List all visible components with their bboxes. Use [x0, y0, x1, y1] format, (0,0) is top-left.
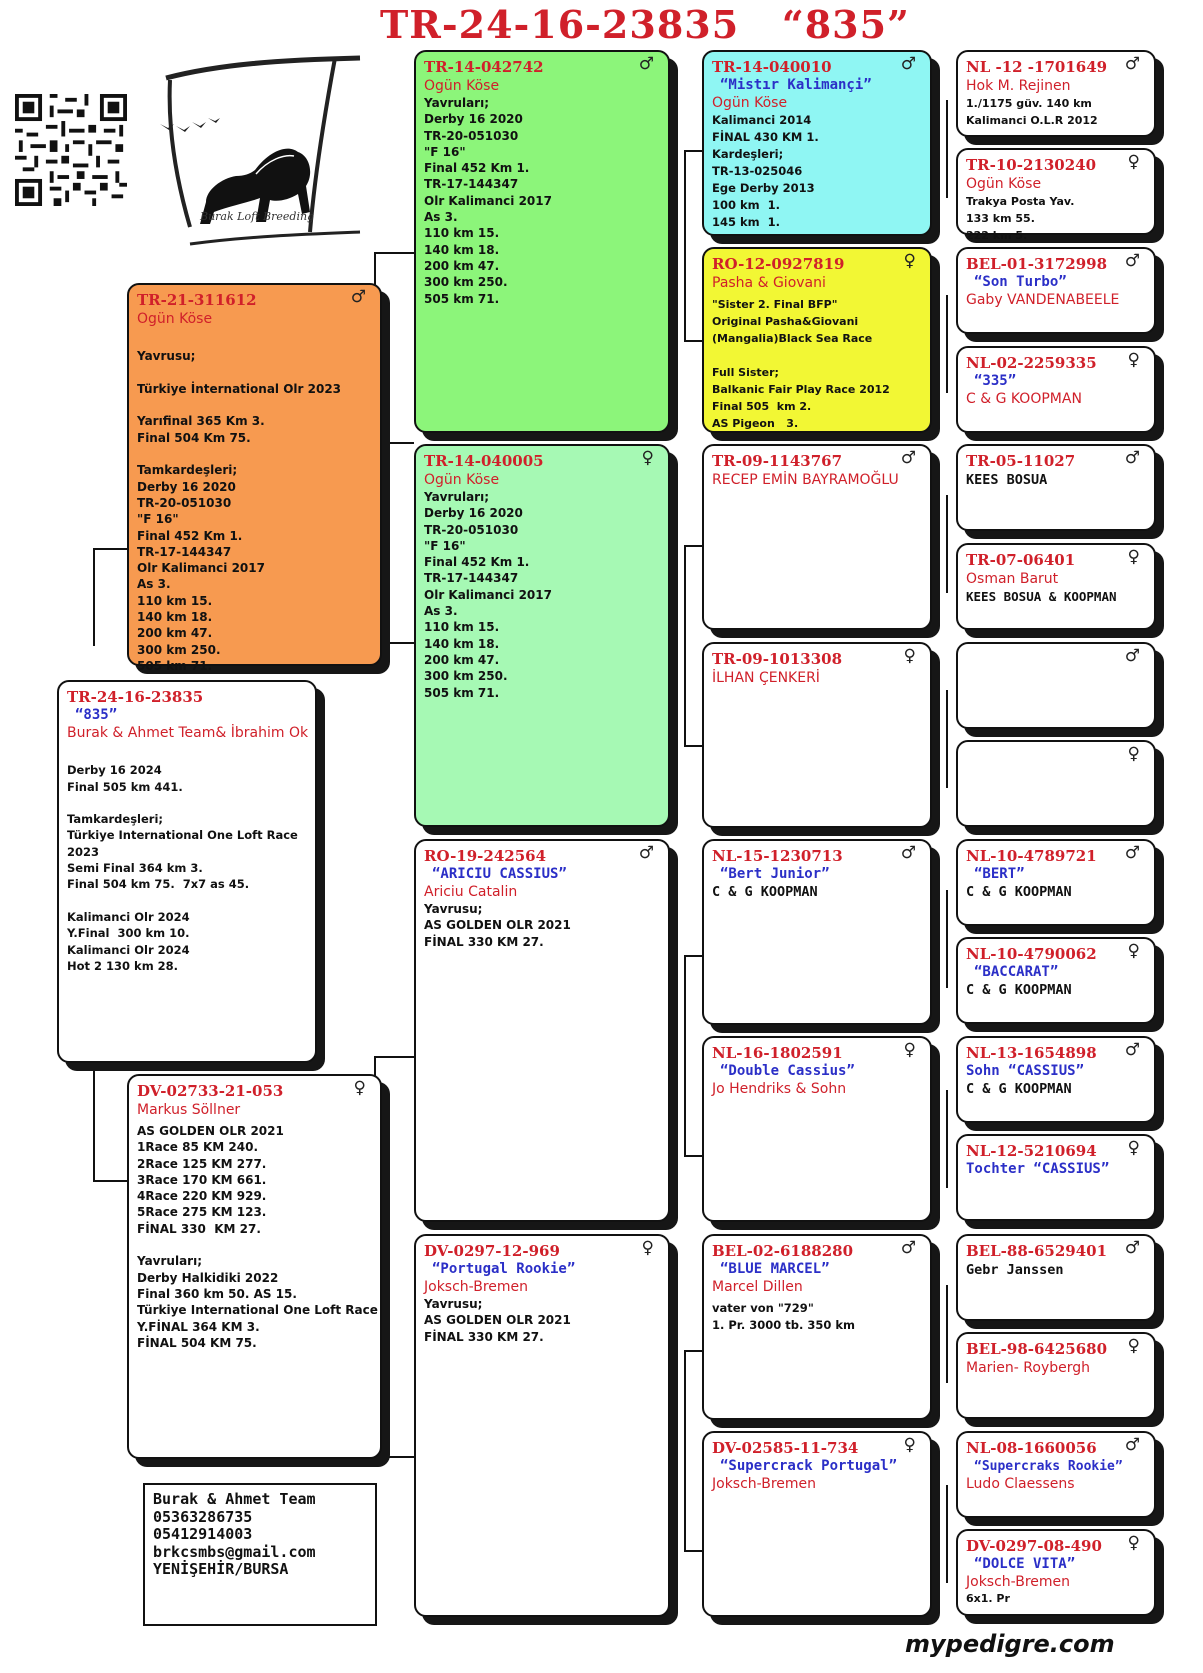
female-symbol-icon: ♀ — [353, 1078, 366, 1098]
connector-line — [946, 100, 948, 198]
owner-name: Ludo Claessens — [966, 1476, 1075, 1492]
female-symbol-icon: ♀ — [903, 646, 916, 666]
female-symbol-icon: ♀ — [903, 1435, 916, 1455]
ring-number: TR-10-2130240 — [966, 156, 1097, 174]
ring-number: NL-08-1660056 — [966, 1439, 1097, 1457]
male-symbol-icon: ♂ — [1124, 1040, 1140, 1060]
male-symbol-icon: ♂ — [900, 54, 916, 74]
pigeon-name: “BERT” — [974, 866, 1025, 882]
connector-line — [374, 1456, 414, 1458]
owner-name: RECEP EMİN BAYRAMOĞLU — [712, 472, 899, 488]
gen5-card-14[interactable] — [956, 1332, 1156, 1419]
connector-line — [946, 495, 948, 593]
qr-code[interactable] — [14, 94, 128, 206]
pigeon-name: “335” — [974, 373, 1017, 389]
ring-number: BEL-88-6529401 — [966, 1242, 1108, 1260]
subject-card[interactable] — [57, 680, 317, 1063]
gen5-card-13[interactable] — [956, 1234, 1156, 1321]
connector-line — [684, 1350, 702, 1352]
title-pigeon-name: “835” — [781, 2, 910, 47]
female-symbol-icon: ♀ — [1127, 1336, 1140, 1356]
gen5-card-9[interactable] — [956, 839, 1156, 926]
female-symbol-icon: ♀ — [641, 448, 654, 468]
owner-name: Jo Hendriks & Sohn — [712, 1081, 847, 1097]
performance-info: Yavruları; Derby 16 2020 TR-20-051030 "F 16" Final 452 Km 1. TR-17-144347 Olr Kalimanci 2017 As 3. 110 km 15. 140 km 18. 200 km 47. 300 km 250. 505 km 71. — [424, 96, 552, 306]
breeder-name: C & G KOOPMAN — [966, 982, 1072, 998]
male-symbol-icon: ♂ — [1124, 251, 1140, 271]
contact-box: Burak & Ahmet Team 05363286735 05412914003 brkcsmbs@gmail.com YENİŞEHİR/BURSA — [143, 1483, 377, 1626]
owner-name: Ogün Köse — [137, 311, 213, 327]
ring-number: NL-13-1654898 — [966, 1044, 1097, 1062]
ring-number: NL-16-1802591 — [712, 1044, 843, 1062]
connector-line — [684, 545, 686, 745]
performance-info: 1./1175 güv. 140 km Kalimanci O.L.R 2012 — [966, 97, 1098, 127]
gen5-card-15[interactable] — [956, 1431, 1156, 1518]
female-symbol-icon: ♀ — [1127, 350, 1140, 370]
ring-number: NL-15-1230713 — [712, 847, 843, 865]
connector-line — [374, 252, 414, 254]
gen5-card-6[interactable] — [956, 543, 1156, 630]
connector-line — [684, 150, 702, 152]
logo-text: Burak Loft Breeding — [200, 210, 315, 223]
male-symbol-icon: ♂ — [1124, 1435, 1140, 1455]
pedigree-title — [380, 2, 910, 47]
connector-line — [684, 955, 686, 1155]
owner-name: İLHAN ÇENKERİ — [712, 670, 820, 686]
gen4-card-4[interactable] — [702, 642, 932, 828]
pigeon-name: “ARICIU CASSIUS” — [432, 866, 567, 882]
breeder-name: C & G KOOPMAN — [966, 884, 1072, 900]
gen4-card-3[interactable] — [702, 444, 932, 630]
ring-number: NL-02-2259335 — [966, 354, 1097, 372]
gen5-card-8[interactable] — [956, 740, 1156, 827]
breeder-name: C & G KOOPMAN — [966, 1081, 1072, 1097]
performance-info: Yavrusu; AS GOLDEN OLR 2021 FİNAL 330 KM 27. — [424, 902, 571, 949]
male-symbol-icon: ♂ — [900, 843, 916, 863]
gen4-card-6[interactable] — [702, 1036, 932, 1222]
male-symbol-icon: ♂ — [1124, 646, 1140, 666]
ring-number: TR-09-1143767 — [712, 452, 843, 470]
performance-info: Yavrusu; Türkiye İnternational Olr 2023 Yarıfinal 365 Km 3. Final 504 Km 75. Tamkardeşleri; Derby 16 2020 TR-20-051030 "F 16" Final 452 Km 1. TR-17-144347 Olr Kalimanci 2017 As 3. 110 km 15. 140 km 18. 200 km 47. 300 km 250. 505 km 71. — [137, 349, 342, 673]
female-symbol-icon: ♀ — [903, 251, 916, 271]
performance-info: Kalimanci 2014 FİNAL 430 KM 1. Kardeşleri; TR-13-025046 Ege Derby 2013 100 km 1. 145 km 1. — [712, 113, 819, 229]
pigeon-name: Sohn “CASSIUS” — [966, 1063, 1085, 1079]
connector-line — [93, 548, 95, 646]
sire-card[interactable] — [127, 283, 382, 673]
connector-line — [684, 1155, 702, 1157]
ring-number: NL-12-5210694 — [966, 1142, 1097, 1160]
connector-line — [93, 1180, 127, 1182]
grandsire-maternal-card[interactable] — [414, 839, 670, 1222]
female-symbol-icon: ♀ — [903, 1040, 916, 1060]
owner-name: Joksch-Bremen — [712, 1476, 817, 1492]
ring-number: TR-07-06401 — [966, 551, 1076, 569]
owner-name: Ogün Köse — [424, 472, 500, 488]
female-symbol-icon: ♀ — [1127, 941, 1140, 961]
ring-number: DV-02585-11-734 — [712, 1439, 859, 1457]
owner-name: Joksch-Bremen — [424, 1279, 529, 1295]
performance-info: Trakya Posta Yav. 133 km 55. 222 km 5. — [966, 195, 1075, 242]
ring-number: TR-05-11027 — [966, 452, 1076, 470]
male-symbol-icon: ♂ — [638, 54, 654, 74]
pigeon-name: “Bert Junior” — [720, 866, 830, 882]
ring-number: DV-0297-12-969 — [424, 1242, 560, 1260]
breeder-name: Gebr Janssen — [966, 1262, 1064, 1278]
ring-number: RO-12-0927819 — [712, 255, 845, 273]
ring-number: NL-10-4790062 — [966, 945, 1097, 963]
pigeon-name: “BACCARAT” — [974, 964, 1059, 980]
connector-line — [946, 1090, 948, 1188]
connector-line — [946, 295, 948, 393]
owner-name: Marien- Roybergh — [966, 1360, 1091, 1376]
connector-line — [93, 1066, 95, 1182]
connector-line — [946, 1285, 948, 1383]
owner-name: Ogün Köse — [424, 78, 500, 94]
owner-name: Osman Barut — [966, 571, 1059, 587]
performance-info: vater von "729" 1. Pr. 3000 tb. 350 km — [712, 1301, 855, 1332]
pigeon-name: “Supercraks Rookie” — [974, 1459, 1123, 1474]
gen5-card-11[interactable] — [956, 1036, 1156, 1123]
connector-line — [684, 745, 702, 747]
connector-line — [684, 1550, 702, 1552]
gen4-card-2[interactable] — [702, 247, 932, 433]
gen5-card-10[interactable] — [956, 937, 1156, 1024]
ring-number: TR-14-040010 — [712, 58, 832, 76]
female-symbol-icon: ♀ — [641, 1238, 654, 1258]
female-symbol-icon: ♀ — [1127, 744, 1140, 764]
connector-line — [684, 545, 702, 547]
pigeon-name: “Son Turbo” — [974, 274, 1067, 290]
ring-number: BEL-98-6425680 — [966, 1340, 1108, 1358]
owner-name: Ogün Köse — [712, 95, 788, 111]
ring-number: BEL-01-3172998 — [966, 255, 1108, 273]
owner-name: Ariciu Catalin — [424, 884, 518, 900]
ring-number: TR-09-1013308 — [712, 650, 843, 668]
site-footer-link[interactable]: mypedigre.com — [905, 1630, 1115, 1658]
pigeon-name: “835” — [75, 707, 118, 723]
owner-name: Burak & Ahmet Team& İbrahim Ok — [67, 725, 309, 741]
connector-line — [684, 1350, 686, 1550]
connector-line — [684, 150, 686, 340]
ring-number: TR-21-311612 — [137, 291, 257, 309]
male-symbol-icon: ♂ — [900, 448, 916, 468]
performance-info: AS GOLDEN OLR 2021 1Race 85 KM 240. 2Race 125 KM 277. 3Race 170 KM 661. 4Race 220 KM 929. 5Race 275 KM 123. FİNAL 330 KM 27. Yavruları; Derby Halkidiki 2022 Final 360 km 50. AS 15. Türkiye International One Loft Race Y.FİNAL 364 KM 3. FİNAL 504 KM 75. — [137, 1124, 378, 1350]
owner-name: Marcel Dillen — [712, 1279, 803, 1295]
granddam-maternal-card[interactable] — [414, 1234, 670, 1617]
female-symbol-icon: ♀ — [1127, 1533, 1140, 1553]
ring-number: RO-19-242564 — [424, 847, 547, 865]
gen5-card-4[interactable] — [956, 346, 1156, 433]
ring-number: TR-14-040005 — [424, 452, 544, 470]
owner-name: Gaby VANDENABEELE — [966, 292, 1120, 308]
pigeon-name: “Double Cassius” — [720, 1063, 855, 1079]
gen4-card-7[interactable] — [702, 1234, 932, 1420]
connector-line — [374, 1056, 414, 1058]
connector-line — [946, 690, 948, 788]
male-symbol-icon: ♂ — [1124, 1238, 1140, 1258]
owner-name: Markus Söllner — [137, 1102, 241, 1118]
ring-number: DV-0297-08-490 — [966, 1537, 1102, 1555]
owner-name: Pasha & Giovani — [712, 275, 826, 291]
performance-info: Yavruları; Derby 16 2020 TR-20-051030 "F 16" Final 452 Km 1. TR-17-144347 Olr Kalimanci 2017 As 3. 110 km 15. 140 km 18. 200 km 47. 300 km 250. 505 km 71. — [424, 490, 552, 700]
pigeon-name: Tochter “CASSIUS” — [966, 1161, 1110, 1177]
pigeon-name: “BLUE MARCEL” — [720, 1261, 830, 1277]
male-symbol-icon: ♂ — [900, 1238, 916, 1258]
ring-number: DV-02733-21-053 — [137, 1082, 284, 1100]
connector-line — [946, 1485, 948, 1583]
male-symbol-icon: ♂ — [1124, 843, 1140, 863]
ring-number: TR-14-042742 — [424, 58, 544, 76]
connector-line — [684, 955, 702, 957]
gen5-card-2[interactable] — [956, 148, 1156, 242]
performance-info: 6x1. Pr — [966, 1592, 1010, 1605]
pigeon-name: “Portugal Rookie” — [432, 1261, 576, 1277]
gen5-card-3[interactable] — [956, 247, 1156, 334]
male-symbol-icon: ♂ — [1124, 448, 1140, 468]
gen5-card-7[interactable] — [956, 642, 1156, 729]
granddam-paternal-card[interactable] — [414, 444, 670, 827]
breeder-name: KEES BOSUA — [966, 472, 1048, 488]
gen5-card-16[interactable] — [956, 1529, 1156, 1616]
performance-info: "Sister 2. Final BFP" Original Pasha&Giovani (Mangalia)Black Sea Race Full Sister; Balkanic Fair Play Race 2012 Final 505 km 2. AS Pigeon 3. — [712, 298, 890, 430]
owner-name: C & G KOOPMAN — [966, 391, 1082, 407]
gen4-card-8[interactable] — [702, 1431, 932, 1617]
loft-logo — [160, 52, 370, 257]
ring-number: TR-24-16-23835 — [67, 688, 204, 706]
performance-info: Yavrusu; AS GOLDEN OLR 2021 FİNAL 330 KM 27. — [424, 1297, 571, 1344]
performance-info: Derby 16 2024 Final 505 km 441. Tamkardeşleri; Türkiye International One Loft Race 2023 Semi Final 364 km 3. Final 504 km 75. 7x7 as 45. Kalimanci Olr 2024 Y.Final 300 km 10. Kalimanci Olr 2024 Hot 2 130 km 28. — [67, 763, 298, 973]
ring-number: BEL-02-6188280 — [712, 1242, 854, 1260]
gen5-card-12[interactable] — [956, 1134, 1156, 1221]
male-symbol-icon: ♂ — [350, 287, 366, 307]
gen5-card-5[interactable] — [956, 444, 1156, 531]
pigeon-name: “DOLCE VITA” — [974, 1556, 1076, 1572]
gen4-card-5[interactable] — [702, 839, 932, 1025]
owner-name: Hok M. Rejinen — [966, 78, 1071, 94]
title-ring-number: TR-24-16-23835 — [380, 2, 740, 47]
female-symbol-icon: ♀ — [1127, 1138, 1140, 1158]
ring-number: NL-10-4789721 — [966, 847, 1097, 865]
dam-card[interactable] — [127, 1074, 382, 1459]
connector-line — [684, 340, 702, 342]
pigeon-name: “Supercrack Portugal” — [720, 1458, 898, 1474]
breeder-name: KEES BOSUA & KOOPMAN — [966, 589, 1117, 604]
connector-line — [93, 548, 127, 550]
male-symbol-icon: ♂ — [638, 843, 654, 863]
pigeon-name: “Mistır Kalimançi” — [720, 77, 872, 93]
grandsire-paternal-card[interactable] — [414, 50, 670, 433]
breeder-name: C & G KOOPMAN — [712, 884, 818, 900]
male-symbol-icon: ♂ — [1124, 54, 1140, 74]
female-symbol-icon: ♀ — [1127, 547, 1140, 567]
gen4-card-1[interactable] — [702, 50, 932, 236]
owner-name: Joksch-Bremen — [966, 1574, 1071, 1590]
owner-name: Ogün Köse — [966, 176, 1042, 192]
gen5-card-1[interactable] — [956, 50, 1156, 137]
connector-line — [946, 890, 948, 988]
female-symbol-icon: ♀ — [1127, 152, 1140, 172]
ring-number: NL -12 -1701649 — [966, 58, 1108, 76]
